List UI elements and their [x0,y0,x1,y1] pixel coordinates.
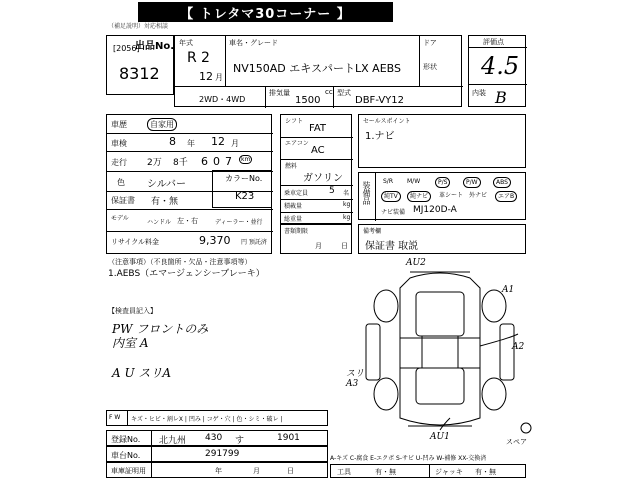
mark-spare: スペア [506,438,527,446]
reg-row [106,430,328,446]
inspection-year-unit: 年 [187,139,195,148]
mark-a1-right: A1 [502,285,515,295]
year-month-unit: 月 [215,73,223,82]
jack-value: 有・無 [475,468,496,476]
lot-label: 出品No. [135,41,175,52]
sales-point-value: 1.ナビ [365,131,395,142]
color-label: 色 [117,178,125,187]
mark-sukiri: スリA3 [346,369,365,389]
capacity-unit: 名 [343,190,350,197]
doc-deadline-box [280,224,352,254]
interior-label: 内装 [472,89,486,97]
drive-value: 2WD・4WD [199,95,246,104]
equip-airbag: エアB [495,191,517,202]
recycle-value: 9,370 [199,234,231,247]
recycle-label: リサイクル料金 [111,238,160,246]
mileage-km: km [241,156,251,163]
reserve-value: 保証書 取説 [365,241,419,252]
model-value: DBF-VY12 [355,95,405,106]
capacity-value: 5 [329,186,335,196]
grade-label: 車名・グレード [229,39,278,47]
mileage-b: 8千 [173,158,188,168]
year-era: R [187,50,197,66]
warranty-label: 保証書 [111,196,135,205]
displacement-unit: cc [325,88,333,96]
color-no-label: カラーNo. [225,174,263,183]
mark-a2: A2 [512,342,525,352]
banner-title: 【 トレタマ30コーナー 】 [138,2,393,22]
door-label: ドア [423,39,437,47]
lot-number: 8312 [119,64,160,83]
inspector-note-3: A U スリA [112,366,172,380]
mileage-a: 2万 [147,158,162,168]
inspector-label: 【検査員記入】 [108,307,157,315]
inspector-note-2: 内室 A [112,336,149,350]
load-label: 積載量 [284,203,303,210]
jack-label: ジャッキ [435,468,463,476]
color-no-box [212,170,272,208]
legend-text: キズ・ヒビ・割レX | 凹み | コゲ・穴 | 色・シミ・破レ | [131,416,283,423]
equip-sr: S/R [383,178,393,185]
inspection-month: 12 [211,135,225,148]
equipment-label: 装備品 [362,181,371,205]
handle-label: ハンドル [147,219,172,226]
inspection-label: 車検 [111,139,127,148]
handle-value: 左・右 [177,217,198,225]
reg-city: 北九州 [159,436,187,446]
load-unit: kg [343,201,351,208]
chassis-value: 291799 [205,449,240,459]
reg-kana: す [235,436,245,446]
dealer-label: ディーラー・並行 [215,219,263,226]
notes-header: （注意事項）（不良箇所・欠品・注意事項等） [108,258,252,266]
mileage-e: 7 [225,155,232,168]
capacity-label: 乗車定員 [284,190,309,197]
mileage-label: 走行 [111,158,127,167]
inspector-note-1: PW フロントのみ [112,322,209,336]
fuel-value: ガソリン [303,173,343,184]
mark-au2: AU2 [406,258,426,268]
legend-row [106,410,328,426]
year-label: 年式 [179,39,193,47]
class-label: 車歴 [111,120,127,129]
doc-deadline-label: 書類期限 [284,228,309,235]
lot-box [106,35,174,95]
reserve-label: 備考欄 [363,228,382,235]
interior-value: B [495,88,507,107]
notes-value: 1.AEBS（エマージェンシーブレーキ） [108,269,265,279]
weight-unit: kg [343,214,351,221]
sales-point-label: セールスポイント [363,118,411,125]
inspection-month-unit: 月 [231,139,239,148]
cert-label: 車庫証明用 [111,467,146,475]
navi-label: ナビ装備 [381,209,406,216]
equip-navi: 純ナビ [407,191,431,202]
fw-label: F W [109,414,121,421]
displacement-value: 1500 [295,95,321,106]
inspection-year: 8 [169,135,176,148]
aircon-value: AC [311,145,325,156]
shift-label: シフト [285,118,304,125]
reg-label: 登録No. [111,435,141,444]
displacement-label: 排気量 [269,89,290,97]
tools-label: 工具 [337,468,351,476]
doc-deadline-month: 月 [315,242,322,250]
class-value: 自家用 [147,118,177,131]
chassis-row [106,446,328,462]
cert-row [106,462,328,478]
spec-box [280,114,352,224]
model-detail-label: モデル [111,215,129,222]
mileage-d: 0 [213,155,220,168]
year-month: 12 [199,70,213,83]
sales-point-box [358,114,526,168]
tools-row [330,464,526,478]
equipment-box [358,172,526,220]
equip-tv: 純TV [381,191,401,202]
weight-label: 総重量 [284,216,303,223]
color-value: シルバー [147,179,187,190]
shape-label: 形状 [423,63,437,71]
model-label: 型式 [337,89,351,97]
reg-class: 430 [205,433,223,443]
chassis-label: 車台No. [111,451,141,460]
equip-pw: P/W [463,177,481,188]
top-fragment: （補足説明）対応相談 [108,23,169,30]
grade-value: NV150AD エキスパートLX AEBS [233,62,401,75]
vehicle-header-box [174,35,462,107]
reg-num: 1901 [277,433,300,443]
mileage-c: 6 [201,155,208,168]
equip-ext-navi: 外ナビ [469,192,488,199]
fuel-label: 燃料 [285,163,298,170]
equip-ps: P/S [435,177,450,188]
shift-value: FAT [309,123,327,134]
score-label: 評価点 [483,38,504,46]
equip-leather: 革シート [439,192,464,199]
warranty-value: 有・無 [151,197,179,207]
tools-value: 有・無 [375,468,396,476]
score-box [468,35,526,107]
cert-day: 日 [287,467,294,475]
equip-abs: ABS [493,177,511,188]
cert-year: 年 [215,467,222,475]
aircon-label: エアコン [285,140,309,147]
damage-legend: A-キズ C-腐食 E-エクボ S-サビ U-凹み W-補修 XX-交換済 [330,455,487,462]
color-no-value: K23 [235,191,255,202]
doc-deadline-day: 日 [341,242,348,250]
recycle-unit: 円 預託済 [241,239,267,246]
year-num: 2 [201,50,210,66]
mark-au1: AU1 [430,432,450,442]
navi-value: MJ120D-A [413,205,457,215]
equip-mw: M/W [407,178,421,185]
score-value: 4.5 [481,52,520,80]
reserve-box [358,224,526,254]
cert-month: 月 [253,467,260,475]
lot-stamp: [2056] [113,44,140,53]
